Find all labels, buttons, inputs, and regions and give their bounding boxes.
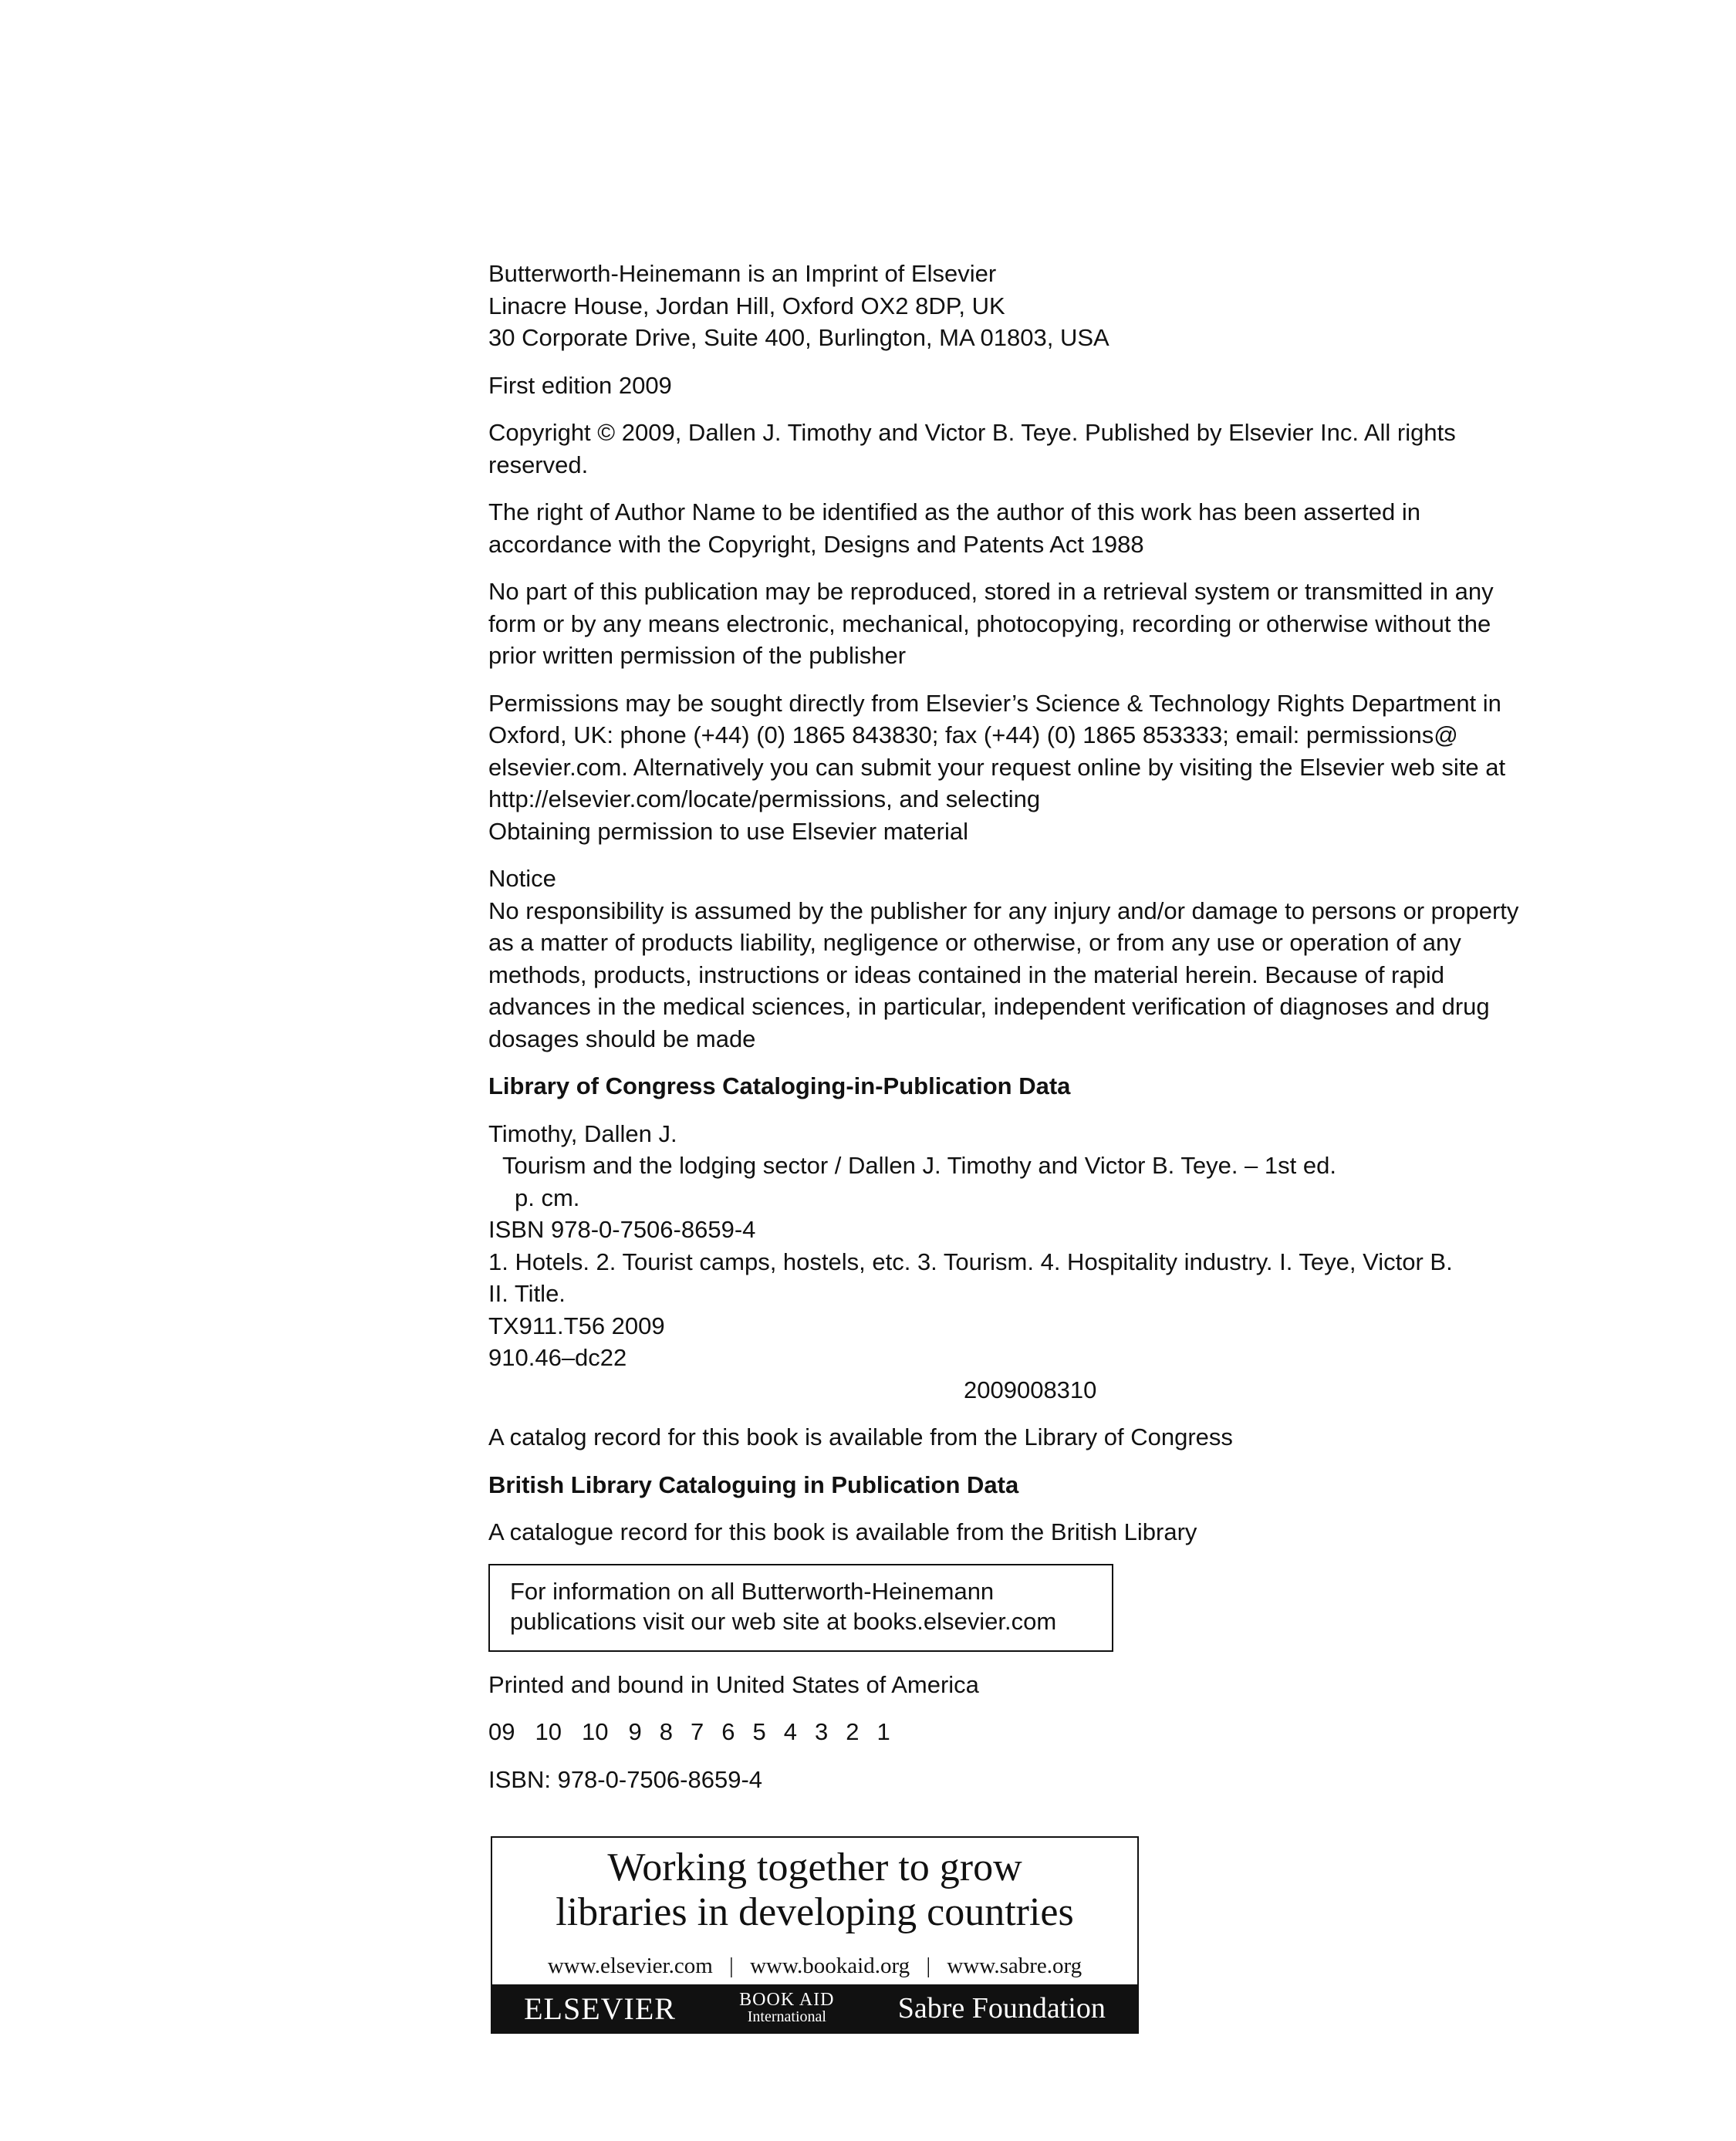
edition-text: First edition 2009 (488, 371, 672, 399)
copyright-statement (488, 417, 1584, 481)
banner-urls (492, 1954, 1137, 1979)
loc-isbn: ISBN 978-0-7506-8659-4 (488, 1216, 756, 1243)
notice-line: as a matter of products liability, negligence or otherwise, or from any use or operation of any (488, 929, 1461, 956)
publisher-line: Butterworth-Heinemann is an Imprint of Elsevier (488, 260, 997, 287)
loc-call-number: TX911.T56 2009 (488, 1312, 665, 1339)
isbn-bottom (488, 1764, 1584, 1796)
book-aid-logo (739, 1991, 834, 2025)
info-box (488, 1564, 1113, 1652)
sabre-foundation-logo: Sabre Foundation (897, 1992, 1106, 2024)
banner-logo-strip (492, 1984, 1137, 2032)
reproduction-statement (488, 576, 1584, 672)
british-library-heading: British Library Cataloguing in Publication Data (488, 1471, 1019, 1498)
loc-dewey: 910.46–dc22 (488, 1344, 627, 1371)
moral-right-line: accordance with the Copyright, Designs and Patents Act 1988 (488, 530, 1144, 558)
loc-heading-block (488, 1070, 1584, 1103)
printed-statement (488, 1669, 1584, 1701)
permissions-line: http://elsevier.com/locate/permissions, and selecting (488, 785, 1041, 812)
copyright-line: reserved. (488, 451, 589, 478)
print-number: 5 (752, 1718, 766, 1745)
print-number: 4 (783, 1718, 797, 1745)
permissions-statement (488, 687, 1584, 848)
edition (488, 370, 1584, 402)
moral-right-line: The right of Author Name to be identified as the author of this work has been asserted in (488, 498, 1420, 525)
print-numbers (488, 1716, 1584, 1748)
permissions-line: Obtaining permission to use Elsevier material (488, 817, 968, 845)
publisher-address (488, 258, 1584, 354)
loc-record (488, 1421, 1584, 1454)
banner-url-separator: | (729, 1954, 734, 1978)
print-number: 1 (876, 1718, 890, 1745)
print-number: 10 (535, 1718, 562, 1745)
reproduction-line: prior written permission of the publisher (488, 642, 907, 669)
loc-heading: Library of Congress Cataloging-in-Publication Data (488, 1072, 1071, 1099)
isbn-bottom-text: ISBN: 978-0-7506-8659-4 (488, 1765, 763, 1793)
notice-line: No responsibility is assumed by the publisher for any injury and/or damage to persons or property (488, 897, 1519, 924)
print-number: 09 (488, 1718, 515, 1745)
publisher-line: 30 Corporate Drive, Suite 400, Burlington, MA 01803, USA (488, 324, 1109, 351)
print-number: 8 (659, 1718, 673, 1745)
british-library-record-text: A catalogue record for this book is available from the British Library (488, 1518, 1197, 1545)
banner-url-bookaid[interactable]: www.bookaid.org (750, 1954, 910, 1978)
loc-author: Timothy, Dallen J. (488, 1119, 677, 1147)
info-box-line: For information on all Butterworth-Heinemann (510, 1577, 995, 1605)
loc-title: Tourism and the lodging sector / Dallen J. Timothy and Victor B. Teye. – 1st ed. (502, 1152, 1336, 1179)
copyright-page (488, 258, 1584, 1811)
print-number: 2 (846, 1718, 860, 1745)
notice (488, 863, 1584, 1055)
loc-cip-data (488, 1118, 1584, 1407)
banner-url-elsevier[interactable]: www.elsevier.com (547, 1954, 713, 1978)
banner-url-separator: | (926, 1954, 931, 1978)
book-aid-logo-bottom: International (747, 2008, 826, 2025)
banner-slogan-line: Working together to grow (607, 1846, 1022, 1889)
banner-slogan-line: libraries in developing countries (556, 1890, 1074, 1934)
loc-subjects: II. Title. (488, 1280, 566, 1307)
banner-url-sabre[interactable]: www.sabre.org (947, 1954, 1082, 1978)
loc-subjects: 1. Hotels. 2. Tourist camps, hostels, etc. 3. Tourism. 4. Hospitality industry. I. Teye, Victor B. (488, 1248, 1453, 1275)
print-number: 6 (721, 1718, 735, 1745)
print-number: 10 (581, 1718, 609, 1745)
loc-pages: p. cm. (515, 1184, 580, 1211)
book-aid-banner (491, 1836, 1139, 2034)
info-box-line: publications visit our web site at books.elsevier.com (510, 1607, 1057, 1635)
notice-line: dosages should be made (488, 1025, 756, 1052)
publisher-line: Linacre House, Jordan Hill, Oxford OX2 8DP, UK (488, 292, 1005, 319)
notice-line: methods, products, instructions or ideas contained in the material herein. Because of rapid (488, 961, 1444, 988)
banner-slogan (492, 1838, 1137, 1935)
notice-line: advances in the medical sciences, in particular, independent verification of diagnoses and drug (488, 993, 1490, 1020)
permissions-line: elsevier.com. Alternatively you can submit your request online by visiting the Elsevier web site at (488, 753, 1506, 781)
print-number: 3 (814, 1718, 829, 1745)
printed-text: Printed and bound in United States of America (488, 1670, 979, 1698)
permissions-line: Permissions may be sought directly from Elsevier’s Science & Technology Rights Department in (488, 689, 1501, 717)
elsevier-logo: ELSEVIER (524, 1991, 676, 2026)
loc-record-text: A catalog record for this book is available from the Library of Congress (488, 1423, 1233, 1450)
british-library-heading-block (488, 1469, 1584, 1501)
print-number: 9 (628, 1718, 642, 1745)
print-number: 7 (690, 1718, 704, 1745)
moral-right-statement (488, 496, 1584, 560)
reproduction-line: form or by any means electronic, mechanical, photocopying, recording or otherwise without the (488, 610, 1491, 637)
copyright-line: Copyright © 2009, Dallen J. Timothy and Victor B. Teye. Published by Elsevier Inc. All rights (488, 419, 1456, 446)
loc-lccn: 2009008310 (964, 1376, 1097, 1403)
british-library-record (488, 1516, 1584, 1548)
notice-heading: Notice (488, 865, 556, 892)
permissions-line: Oxford, UK: phone (+44) (0) 1865 843830; fax (+44) (0) 1865 853333; email: permissions@ (488, 721, 1458, 748)
book-aid-logo-top: BOOK AID (739, 1990, 835, 2010)
reproduction-line: No part of this publication may be reproduced, stored in a retrieval system or transmitted in any (488, 578, 1494, 605)
